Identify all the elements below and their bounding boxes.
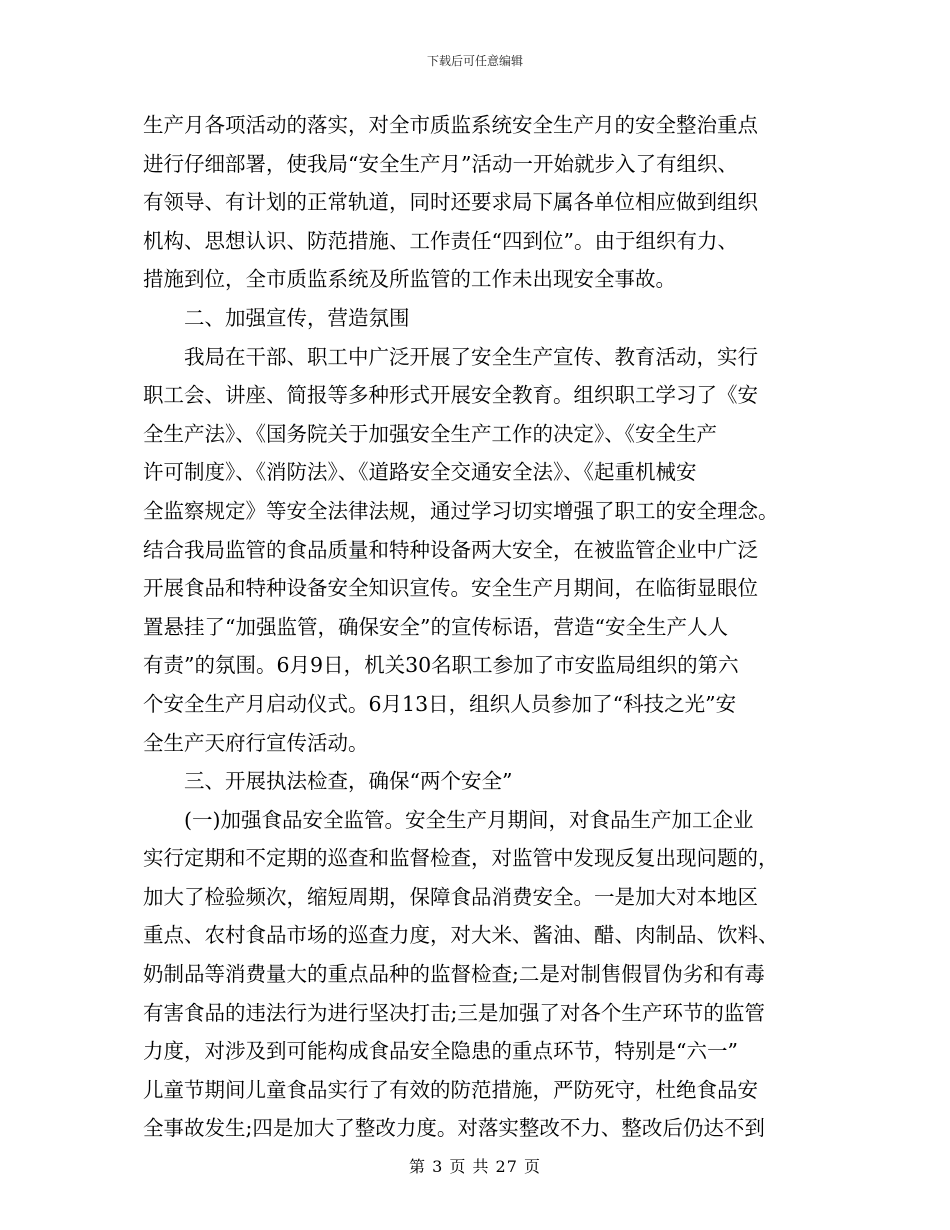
text-line: 生产月各项活动的落实，对全市质监系统安全生产月的安全整治重点 [143, 113, 758, 137]
text-line: 我局在干部、职工中广泛开展了安全生产宣传、教育活动，实行 [184, 344, 758, 369]
text-line: 全事故发生;四是加大了整改力度。对落实整改不力、整改后仍达不到 [143, 1116, 765, 1141]
text-line: 全生产法》、《国务院关于加强安全生产工作的决定》、《安全生产 [143, 421, 717, 446]
text-line: 儿童节期间儿童食品实行了有效的防范措施，严防死守，杜绝食品安 [143, 1077, 758, 1102]
text-line: 有害食品的违法行为进行坚决打击;三是加强了对各个生产环节的监管 [143, 1000, 765, 1025]
text-line: 实行定期和不定期的巡查和监督检查，对监管中发现反复出现问题的， [143, 846, 779, 871]
text-line: (一)加强食品安全监管。安全生产月期间，对食品生产加工企业 [184, 807, 754, 832]
document-body [143, 106, 808, 1148]
text-line: 有责”的氛围。6月9日，机关30名职工参加了市安监局组织的第六 [143, 653, 739, 678]
page-footer: 第 3 页 共 27 页 [409, 1157, 541, 1176]
text-line: 全监察规定》等安全法律法规，通过学习切实增强了职工的安全理念。 [143, 498, 779, 523]
page-header: 下载后可任意编辑 [426, 54, 523, 68]
text-line: 有领导、有计划的正常轨道，同时还要求局下属各单位相应做到组织 [143, 190, 758, 215]
section-heading: 三、开展执法检查，确保“两个安全” [184, 769, 513, 794]
text-line: 重点、农村食品市场的巡查力度，对大米、酱油、醋、肉制品、饮料、 [143, 923, 779, 948]
text-line: 个安全生产月启动仪式。6月13日，组织人员参加了“科技之光”安 [143, 691, 737, 716]
text-line: 开展食品和特种设备安全知识宣传。安全生产月期间，在临街显眼位 [143, 576, 758, 601]
section-heading: 二、加强宣传，营造氛围 [184, 305, 410, 330]
text-line: 置悬挂了“加强监管，确保安全”的宣传标语，营造“安全生产人人 [143, 614, 728, 639]
text-line: 进行仔细部署，使我局“安全生产月”活动一开始就步入了有组织、 [143, 151, 738, 176]
text-line: 力度，对涉及到可能构成食品安全隐患的重点环节，特别是“六一” [143, 1039, 738, 1064]
text-line: 结合我局监管的食品质量和特种设备两大安全，在被监管企业中广泛 [143, 537, 758, 562]
text-line: 机构、思想认识、防范措施、工作责任“四到位”。由于组织有力、 [143, 228, 738, 253]
text-line: 加大了检验频次，缩短周期，保障食品消费安全。一是加大对本地区 [143, 884, 758, 909]
text-line: 职工会、讲座、简报等多种形式开展安全教育。组织职工学习了《安 [143, 383, 758, 408]
text-line: 措施到位，全市质监系统及所监管的工作未出现安全事故。 [143, 267, 676, 292]
text-line: 许可制度》、《消防法》、《道路安全交通安全法》、《起重机械安 [143, 460, 697, 485]
text-line: 奶制品等消费量大的重点品种的监督检查;二是对制售假冒伪劣和有毒 [143, 962, 765, 987]
text-line: 全生产天府行宣传活动。 [143, 730, 369, 755]
